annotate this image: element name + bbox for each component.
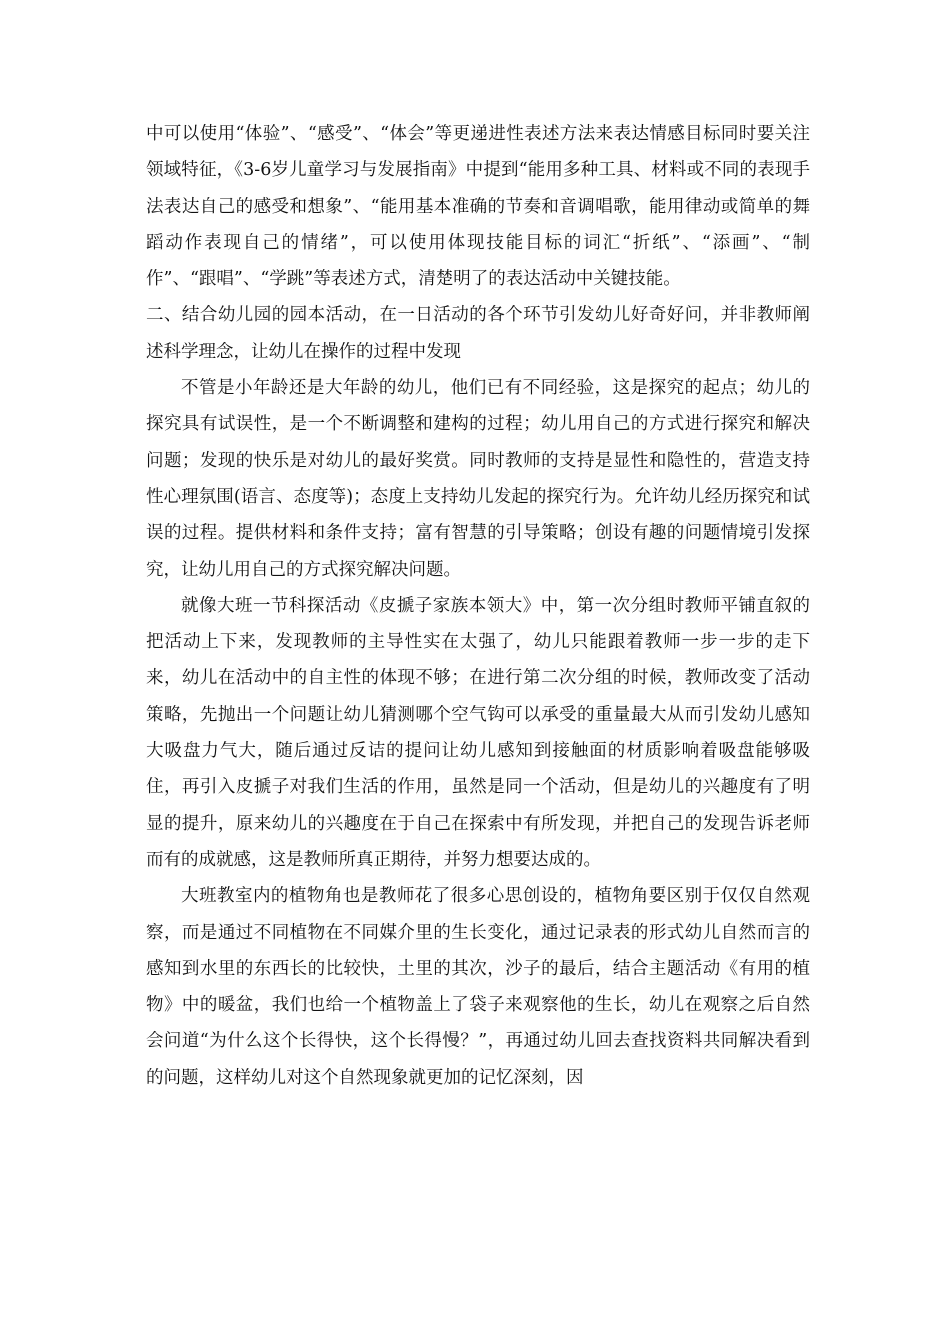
document-body	[146, 116, 810, 1096]
paragraph-continuation: 中可以使用“体验”、“感受”、“体会”等更递进性表述方法来表达情感目标同时要关注领域特征，《3-6岁儿童学习与发展指南》中提到“能用多种工具、材料或不同的表现手法表达自己的感受和想象”、“能用基本准确的节奏和音调唱歌，能用律动或简单的舞蹈动作表现自己的情绪”，可以使用体现技能目标的词汇“折纸”、“添画”、“制作”、“跟唱”、“学跳”等表述方式，清楚明了的表达活动中关键技能。	[146, 124, 810, 290]
paragraph-science-activity: 就像大班一节科探活动《皮搋子家族本领大》中，第一次分组时教师平铺直叙的把活动上下来，发现教师的主导性实在太强了，幼儿只能跟着教师一步一步的走下来，幼儿在活动中的自主性的体现不够；在进行第二次分组的时候，教师改变了活动策略，先抛出一个问题让幼儿猜测哪个空气钩可以承受的重量最大从而引发幼儿感知大吸盘力气大，随后通过反诘的提问让幼儿感知到接触面的材质影响着吸盘能够吸住，再引入皮搋子对我们生活的作用，虽然是同一个活动，但是幼儿的兴趣度有了明显的提升，原来幼儿的兴趣度在于自己在探索中有所发现，并把自己的发现告诉老师而有的成就感，这是教师所真正期待，并努力想要达成的。	[146, 595, 810, 870]
paragraph-plant-corner: 大班教室内的植物角也是教师花了很多心思创设的，植物角要区别于仅仅自然观察，而是通过不同植物在不同媒介里的生长变化，通过记录表的形式幼儿自然而言的感知到水里的东西长的比较快，土里的其次，沙子的最后，结合主题活动《有用的植物》中的暖盆，我们也给一个植物盖上了袋子来观察他的生长，幼儿在观察之后自然会问道“为什么这个长得快，这个长得慢？”，再通过幼儿回去查找资料共同解决看到的问题，这样幼儿对这个自然现象就更加的记忆深刻，因	[146, 886, 810, 1088]
section-heading: 二、结合幼儿园的园本活动，在一日活动的各个环节引发幼儿好奇好问，并非教师阐述科学理念，让幼儿在操作的过程中发现	[146, 305, 810, 362]
paragraph-inquiry: 不管是小年龄还是大年龄的幼儿，他们已有不同经验，这是探究的起点；幼儿的探究具有试误性，是一个不断调整和建构的过程；幼儿用自己的方式进行探究和解决问题；发现的快乐是对幼儿的最好奖赏。同时教师的支持是显性和隐性的，营造支持性心理氛围(语言、态度等)；态度上支持幼儿发起的探究行为。允许幼儿经历探究和试误的过程。提供材料和条件支持；富有智慧的引导策略；创设有趣的问题情境引发探究，让幼儿用自己的方式探究解决问题。	[146, 378, 810, 580]
